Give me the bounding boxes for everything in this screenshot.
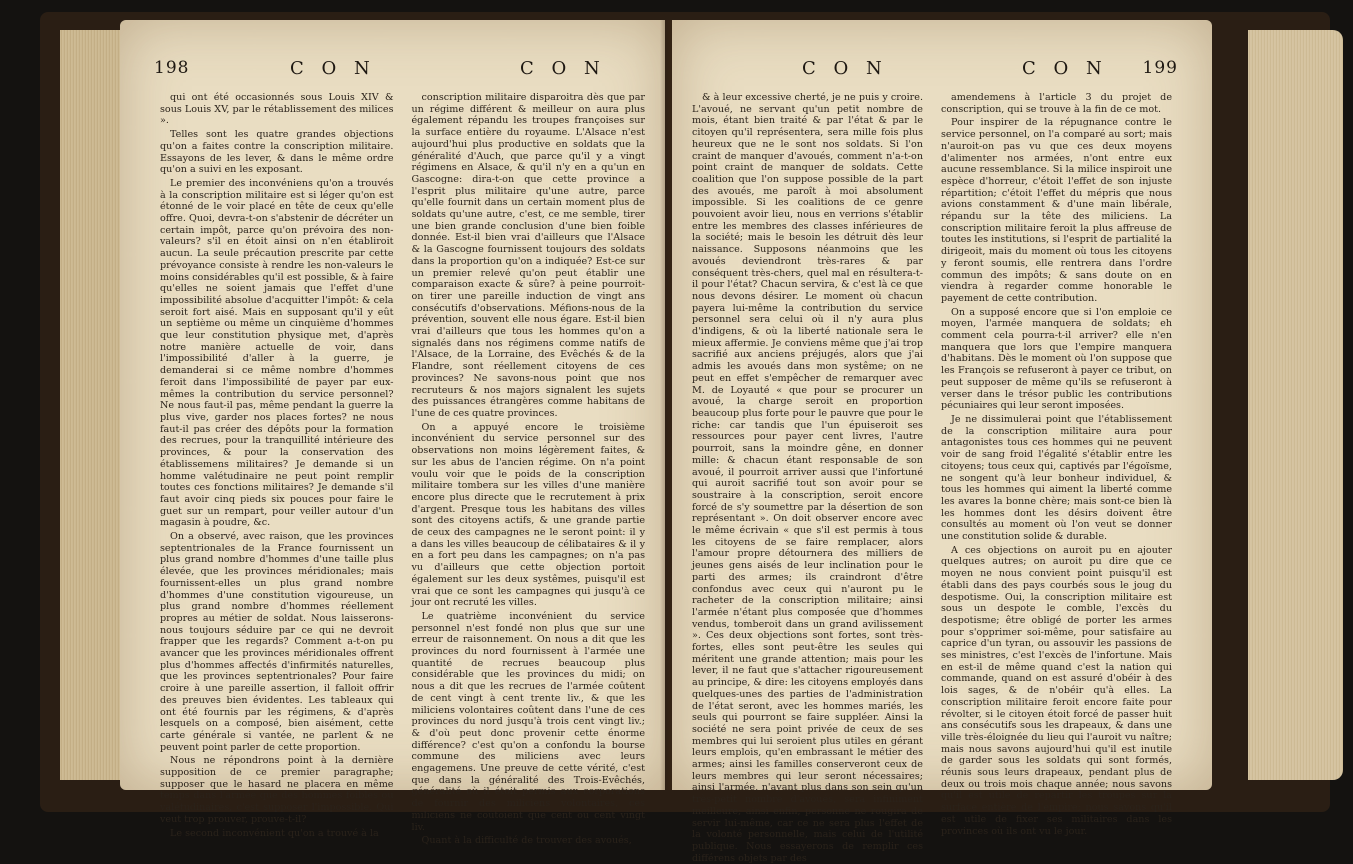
paragraph: Le second inconvénient qu'on a trouvé à la — [170, 827, 379, 839]
running-head: C O N — [1022, 58, 1108, 79]
right-page-columns — [692, 92, 1172, 864]
paragraph: On a appuyé encore le troisième inconvénient du service personnel sur des observations non moins légèrement faites, & sur les abus de l'ancien régime. On n'a point voulu voir que le poids de la conscription militaire tombera sur les villes d'une manière encore plus directe que le recrutement à prix d'argent. Presque tous les habitans des villes sont des citoyens actifs, & une grande partie de ceux des campagnes ne le seront point: il y a dans les villes beaucoup de célibataires & il y en a fort peu dans les campagnes; on n'a pas vu d'ailleurs que cette objection portoit également sur les deux systêmes, puisqu'il est vrai que ce sont les campagnes qui jusqu'à ce jour ont recruté les villes. — [411, 421, 645, 609]
running-head: C O N — [520, 58, 606, 79]
right-page-edges — [1248, 30, 1343, 780]
page-number: 199 — [1142, 58, 1178, 78]
paragraph: conscription militaire disparoitra dès que par un régime différent & meilleur on aura plus également répandu les troupes françoises sur la surface entière du royaume. L'Alsace n'est aujourd'hui plus productive en soldats que la généralité d'Auch, que parce qu'il y a vingt régimens en Alsace, & qu'il n'y en a qu'un en Gascogne: dira-t-on que cette province a l'esprit plus militaire qu'une autre, parce qu'elle fournit dans un certain moment plus de soldats qu'une autre, c'est, ce me semble, tirer une bien grande conclusion d'une bien foible donnée. Est-il bien vrai d'ailleurs que l'Alsace & la Gascogne fournissent toujours des soldats dans la proportion qu'on a indiquée? Est-ce sur un premier relevé qu'on peut établir une comparaison exacte & sûre? à peine pourroit-on tirer une pareille induction de vingt ans consécutifs d'observations. Méfions-nous de la prévention, souvent elle nous égare. Est-il bien vrai d'ailleurs que tous les hommes qu'on a signalés dans nos régimens comme natifs de l'Alsace, de la Lorraine, des Evêchés & de la Flandre, sont réellement citoyens de ces provinces? Ne savons-nous point que nos recruteurs & nos majors signalent les sujets des puissances étrangères comme habitans de l'une de ces quatre provinces. — [411, 92, 645, 419]
left-page-columns — [160, 92, 645, 847]
paragraph: On a observé, avec raison, que les provinces septentrionales de la France fournissent un plus grand nombre d'hommes d'une taille plus élevée, que les provinces méridionales; mais fournissent-elles un plus grand nombre d'hommes d'une constitution vigoureuse, un plus grand nombre d'hommes réellement propres au métier de soldat. Nous laisserons-nous toujours séduire par ce qui ne devroit frapper que les regards? Comment a-t-on pu avancer que les provinces méridionales offrent plus d'hommes affectés d'infirmités naturelles, que les provinces septentrionales? Pour faire croire à une pareille assertion, il falloit offrir des preuves bien évidentes. Les tableaux qui ont été fournis par les régimens, & d'après lesquels on a composé, bien aisément, cette carte générale si vantée, ne parlent & ne peuvent point parler de cette proportion. — [160, 531, 394, 753]
text-column — [941, 92, 1172, 837]
paragraph: On a supposé encore que si l'on emploie ce moyen, l'armée manquera de soldats; eh comment cela pourra-t-il arriver? elle n'en manquera que lors que l'empire manquera d'habitans. Dès le moment où l'on suppose que les François se refuseront à payer ce tribut, on peut supposer de même qu'ils se refuseront à verser dans le trésor public les contributions pécuniaires qui leur seront imposées. — [941, 306, 1172, 412]
paragraph: Telles sont les quatre grandes objections qu'on a faites contre la conscription militaire. Essayons de les lever, & dans le même ordre qu'on a suivi en les exposant. — [160, 129, 394, 176]
paragraph: A ces objections on auroit pu en ajouter quelques autres; on auroit pu dire que ce moyen ne nous convient point puisqu'il est établi dans des pays courbés sous le joug du despotisme. Oui, la conscription militaire est sous un despote le comble, l'excès du despotisme; être obligé de porter les armes pour s'opprimer soi-même, pour satisfaire au caprice d'un tyran, ou assouvir les passions de ses ministres, c'est l'excès de l'infortune. Mais en est-il de même quand c'est la nation qui commande, quand on est assuré d'obéir à des lois sages, & de n'obéir qu'à elles. La conscription militaire feroit encore faite pour révolter, si le citoyen étoit forcé de passer huit ans consécutifs sous les drapeaux, & dans une ville très-éloignée du lieu qui l'auroit vu naître; mais nous savons aujourd'hui qu'il est inutile de garder sous les soldats qui sont formés, réunis sous leurs drapeaux, pendant plus de deux ou trois mois chaque année; nous savons qu'il est utile de répartir les troupes sur la surface entière de l'empire; nous savons qu'il est utile de fixer ses militaires dans les provinces où ils ont vu le jour. — [941, 544, 1172, 837]
right-page-header — [692, 58, 1192, 86]
paragraph: amendemens à l'article 3 du projet de conscription, qui se trouve à la fin de ce mot. — [941, 92, 1172, 115]
paragraph: Quant à la difficulté de trouver des avoués, — [421, 835, 632, 847]
right-page — [672, 20, 1212, 864]
paragraph: Le quatrième inconvénient du service personnel n'est fondé non plus que sur une erreur de raisonnement. On nous a dit que les provinces du nord fournissent à l'armée une quantité de recrues beaucoup plus considérable que les provinces du midi; on nous a dit que les recrues de l'armée coûtent de cent vingt à cent trente liv., & que les miliciens volontaires coûtent dans l'une de ces provinces du nord jusqu'à trois cent vingt liv.; & d'où peut donc provenir cette énorme différence? c'est qu'on a confondu la bourse commune des miliciens avec leurs engagemens. Une preuve de cette vérité, c'est que dans la généralité des Trois-Evêchés, généralité où il étoit permis aux corporations de fournir des miliciens volontaires, ces miliciens ne coûtoient que cent ou cent vingt liv. — [411, 610, 645, 833]
left-page-header — [140, 58, 645, 86]
paragraph: Nous ne répondrons point à la dernière supposition de ce premier paragraphe; supposer que le hasard ne placera en même temps dans l'armée que des hommes foibles ou valétudinaires, c'est supposer l'impossible. Qui veut trop prouver, prouve-t-il? — [160, 755, 394, 825]
left-page — [120, 20, 665, 847]
paragraph: Je ne dissimulerai point que l'établissement de la conscription militaire aura pour antagonistes tous ces hommes qui ne peuvent voir de sang froid l'égalité s'établir entre les citoyens; tous ceux qui, captivés par l'égoïsme, ne songent qu'à leur bonheur individuel, & tous les hommes qui aiment la liberté comme les avares la bonne chère; mais sont-ce bien là les hommes dont les désirs doivent être consultés au moment où l'on veut se donner une constitution solide & durable. — [941, 413, 1172, 543]
paragraph: qui ont été occasionnés sous Louis XIV & sous Louis XV, par le rétablissement des milices ». — [160, 92, 394, 127]
paragraph: Le premier des inconvéniens qu'on a trouvés à la conscription militaire est si léger qu'on est étonné de le voir placé en tête de ceux qu'elle offre. Quoi, devra-t-on s'abstenir de décréter un certain impôt, parce qu'on prévoira des non-valeurs? s'il en étoit ainsi on n'en établiroit aucun. La seule précaution prescrite par cette prévoyance consiste à rendre les non-valeurs le moins considérables qu'il est possible, & à faire qu'elles ne soient jamais que l'effet d'une impossibilité absolue d'acquitter l'impôt: & cela seroit fort aisé. Mais en supposant qu'il y eût un septième ou même un cinquième d'hommes que leur constitution physique met, d'après notre manière actuelle de voir, dans l'impossibilité d'aller à la guerre, je demanderai si ce même nombre d'hommes feroit dans l'impossibilité de payer par eux-mêmes la contribution du service personnel? Ne nous faut-il pas, même pendant la guerre la plus vive, garder nos places fortes? ne nous faut-il pas créer des dépôts pour la formation des recrues, pour la tranquillité intérieure des provinces, & pour la conservation des établissemens militaires? Je demande si un homme valétudinaire ne peut point remplir toutes ces fonctions militaires? Je demande s'il faut avoir cinq pieds six pouces pour faire le guet sur un rempart, pour veiller autour d'un magasin à poudre, &c. — [160, 177, 394, 529]
running-head: C O N — [802, 58, 888, 79]
text-column — [160, 92, 394, 839]
page-number: 198 — [154, 58, 190, 78]
text-column — [692, 92, 923, 864]
left-page-edges — [60, 30, 120, 780]
paragraph: & à leur excessive cherté, je ne puis y croire. L'avoué, ne servant qu'un petit nombre de mois, étant bien traité & par l'état & par le citoyen qu'il représentera, sera mille fois plus heureux que ne le sont nos soldats. Si l'on craint de manquer d'avoués, comment n'a-t-on point craint de manquer de soldats. Cette coalition que l'on suppose possible de la part des avoués, me paroît à moi absolument impossible. Si les coalitions de ce genre pouvoient avoir lieu, nous en verrions s'établir entre les membres des classes inférieures de la société; mais le besoin les détruit dès leur naissance. Supposons néanmoins que les avoués deviendront très-rares & par conséquent très-chers, quel mal en résultera-t-il pour l'état? Chacun servira, & c'est là ce que nous devons désirer. Le moment où chacun payera lui-même la contribution du service personnel sera celui où il n'y aura plus d'indigens, & où la liberté nationale sera le mieux affermie. Je conviens même que j'ai trop sacrifié aux anciens préjugés, alors que j'ai admis les avoués dans mon systême; on ne peut en effet s'empêcher de remarquer avec M. de Loyauté « que pour se procurer un avoué, la charge seroit en proportion beaucoup plus forte pour le pauvre que pour le riche: car tandis que l'un épuiseroit ses ressources pour payer cent livres, l'autre pourroit, sans la moindre gêne, en donner mille: & chacun étant responsable de son avoué, il pourroit arriver aussi que l'infortuné qui auroit sacrifié tout son avoir pour se soustraire à la conscription, seroit encore forcé de s'y soumettre par la désertion de son représentant ». On doit observer encore avec le même écrivain « que s'il est permis à tous les citoyens de se faire remplacer, alors l'amour propre détournera des milliers de jeunes gens aisés de leur inclination pour le parti des armes; ils craindront d'être confondus avec ceux qui n'auront pu le racheter de la conscription militaire; ainsi l'armée n'étant plus composée que d'hommes vendus, tomberoit dans un grand avilissement ». Ces deux objections sont fortes, sont très-fortes, elles sont peut-être les seules qui méritent une grande attention; mais pour les lever, il ne faut que s'attacher rigoureusement au principe, & dire: les citoyens employés dans quelques-unes des parties de l'administration de l'état seront, avec les hommes mariés, les seuls qui pourront se faire suppléer. Ainsi la société ne sera point privée de ceux de ses membres qui lui seroient plus utiles en gérant leurs emplois, qu'en embrassant le métier des armes; ainsi les familles conserveront ceux de leurs membres qui leur seront nécessaires; ainsi l'armée, n'ayant plus dans son sein qu'un très-petit nombre d'avoués, sera infiniment meilleure; ainsi enfin, personne ne rougira de servir lui-même, car ce ne sera plus l'effet de la volonté personnelle, mais celui de l'utilité publique. Nous essayerons de remplir ces différens objets par des — [692, 92, 923, 864]
running-head: C O N — [290, 58, 376, 79]
paragraph: Pour inspirer de la répugnance contre le service personnel, on l'a comparé au sort; mais n'auroit-on pas vu que ces deux moyens d'alimenter nos armées, n'ont entre eux aucune ressemblance. Si la milice inspiroit une espèce d'horreur, c'étoit l'effet de son injuste répartition; c'étoit l'effet du mépris que nous avions constamment & d'une main libérale, répandu sur la tête des miliciens. La conscription militaire feroit la plus affreuse de toutes les institutions, si l'esprit de partialité la dirigeoit, mais du moment où tous les citoyens y feront soumis, elle rentrera dans l'ordre commun des impôts; & sans doute on en viendra à regarder comme honorable le payement de cette contribution. — [941, 117, 1172, 304]
text-column — [411, 92, 646, 847]
